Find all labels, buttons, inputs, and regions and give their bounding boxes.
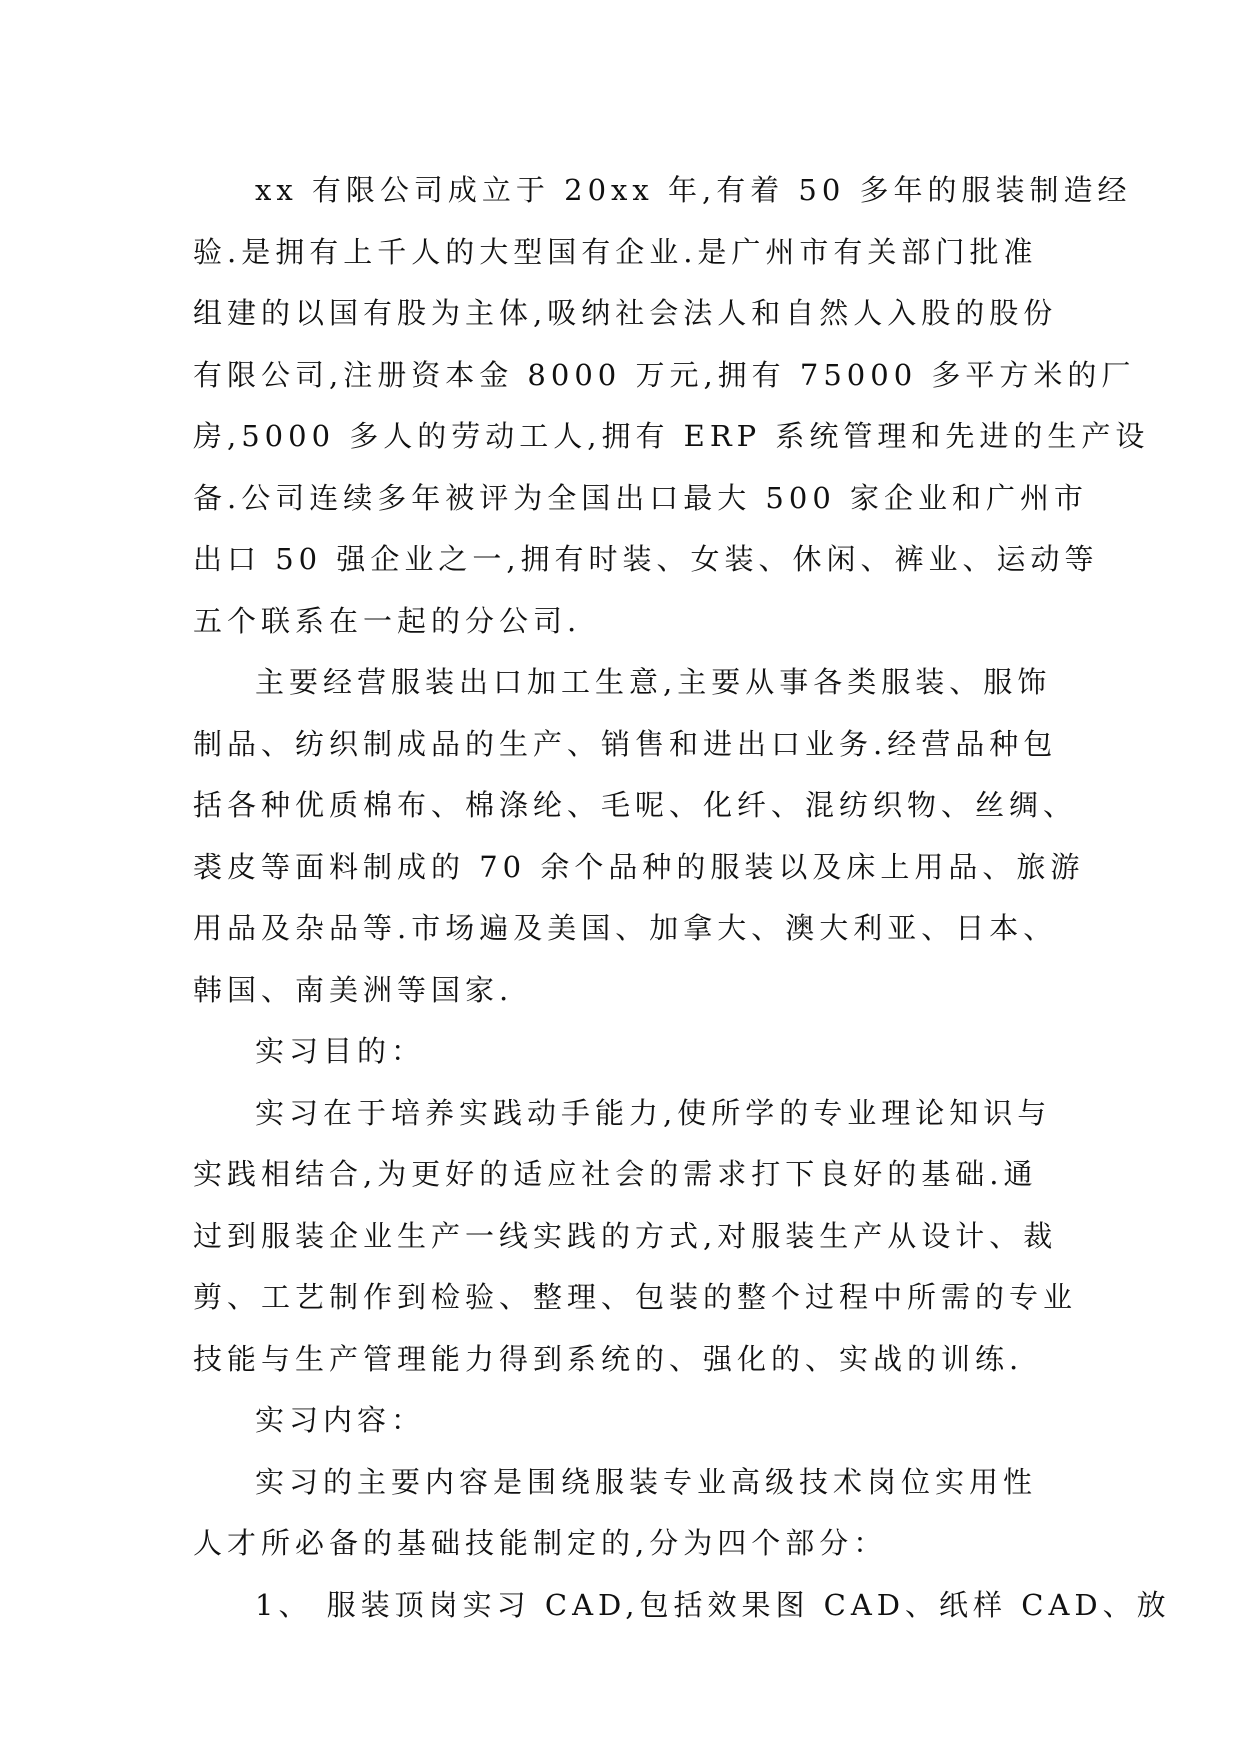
paragraph-purpose-line: 实践相结合,为更好的适应社会的需求打下良好的基础.通 bbox=[193, 1157, 1038, 1191]
paragraph-business-line: 韩国、南美洲等国家. bbox=[193, 972, 514, 1007]
paragraph-purpose-line: 技能与生产管理能力得到系统的、强化的、实战的训练. bbox=[193, 1341, 1024, 1376]
paragraph-company-intro-line: 验.是拥有上千人的大型国有企业.是广州市有关部门批准 bbox=[193, 234, 1038, 269]
paragraph-business-line: 裘皮等面料制成的 70 余个品种的服装以及床上用品、旅游 bbox=[193, 849, 1085, 884]
paragraph-company-intro-line: 出口 50 强企业之一,拥有时装、女装、休闲、裤业、运动等 bbox=[193, 542, 1099, 576]
section-heading-internship-purpose: 实习目的： bbox=[255, 1034, 426, 1068]
paragraph-business-line: 括各种优质棉布、棉涤纶、毛呢、化纤、混纺织物、丝绸、 bbox=[193, 788, 1078, 822]
paragraph-business-line: 用品及杂品等.市场遍及美国、加拿大、澳大利亚、日本、 bbox=[193, 911, 1058, 945]
document-body bbox=[193, 160, 1171, 1636]
paragraph-business-line: 制品、纺织制成品的生产、销售和进出口业务.经营品种包 bbox=[193, 726, 1058, 761]
paragraph-company-intro-line: 房,5000 多人的劳动工人,拥有 ERP 系统管理和先进的生产设 bbox=[193, 419, 1150, 453]
paragraph-purpose-line: 剪、工艺制作到检验、整理、包装的整个过程中所需的专业 bbox=[193, 1280, 1078, 1314]
paragraph-purpose-line: 过到服装企业生产一线实践的方式,对服装生产从设计、裁 bbox=[193, 1218, 1058, 1253]
paragraph-company-intro-line: 组建的以国有股为主体,吸纳社会法人和自然人入股的股份 bbox=[193, 296, 1058, 330]
paragraph-company-intro-line: 有限公司,注册资本金 8000 万元,拥有 75000 多平方米的厂 bbox=[193, 357, 1136, 392]
section-heading-internship-content: 实习内容： bbox=[255, 1403, 426, 1437]
paragraph-content-line: 人才所必备的基础技能制定的,分为四个部分： bbox=[193, 1526, 888, 1560]
list-item-cad: 1、 服装顶岗实习 CAD,包括效果图 CAD、纸样 CAD、放 bbox=[255, 1587, 1171, 1622]
paragraph-content-line: 实习的主要内容是围绕服装专业高级技术岗位实用性 bbox=[255, 1464, 1038, 1499]
paragraph-company-intro-line: xx 有限公司成立于 20xx 年,有着 50 多年的服装制造经 bbox=[255, 173, 1132, 207]
paragraph-business-line: 主要经营服装出口加工生意,主要从事各类服装、服饰 bbox=[255, 665, 1052, 699]
paragraph-purpose-line: 实习在于培养实践动手能力,使所学的专业理论知识与 bbox=[255, 1095, 1052, 1130]
paragraph-company-intro-line: 五个联系在一起的分公司. bbox=[193, 603, 582, 638]
paragraph-company-intro-line: 备.公司连续多年被评为全国出口最大 500 家企业和广州市 bbox=[193, 480, 1089, 515]
